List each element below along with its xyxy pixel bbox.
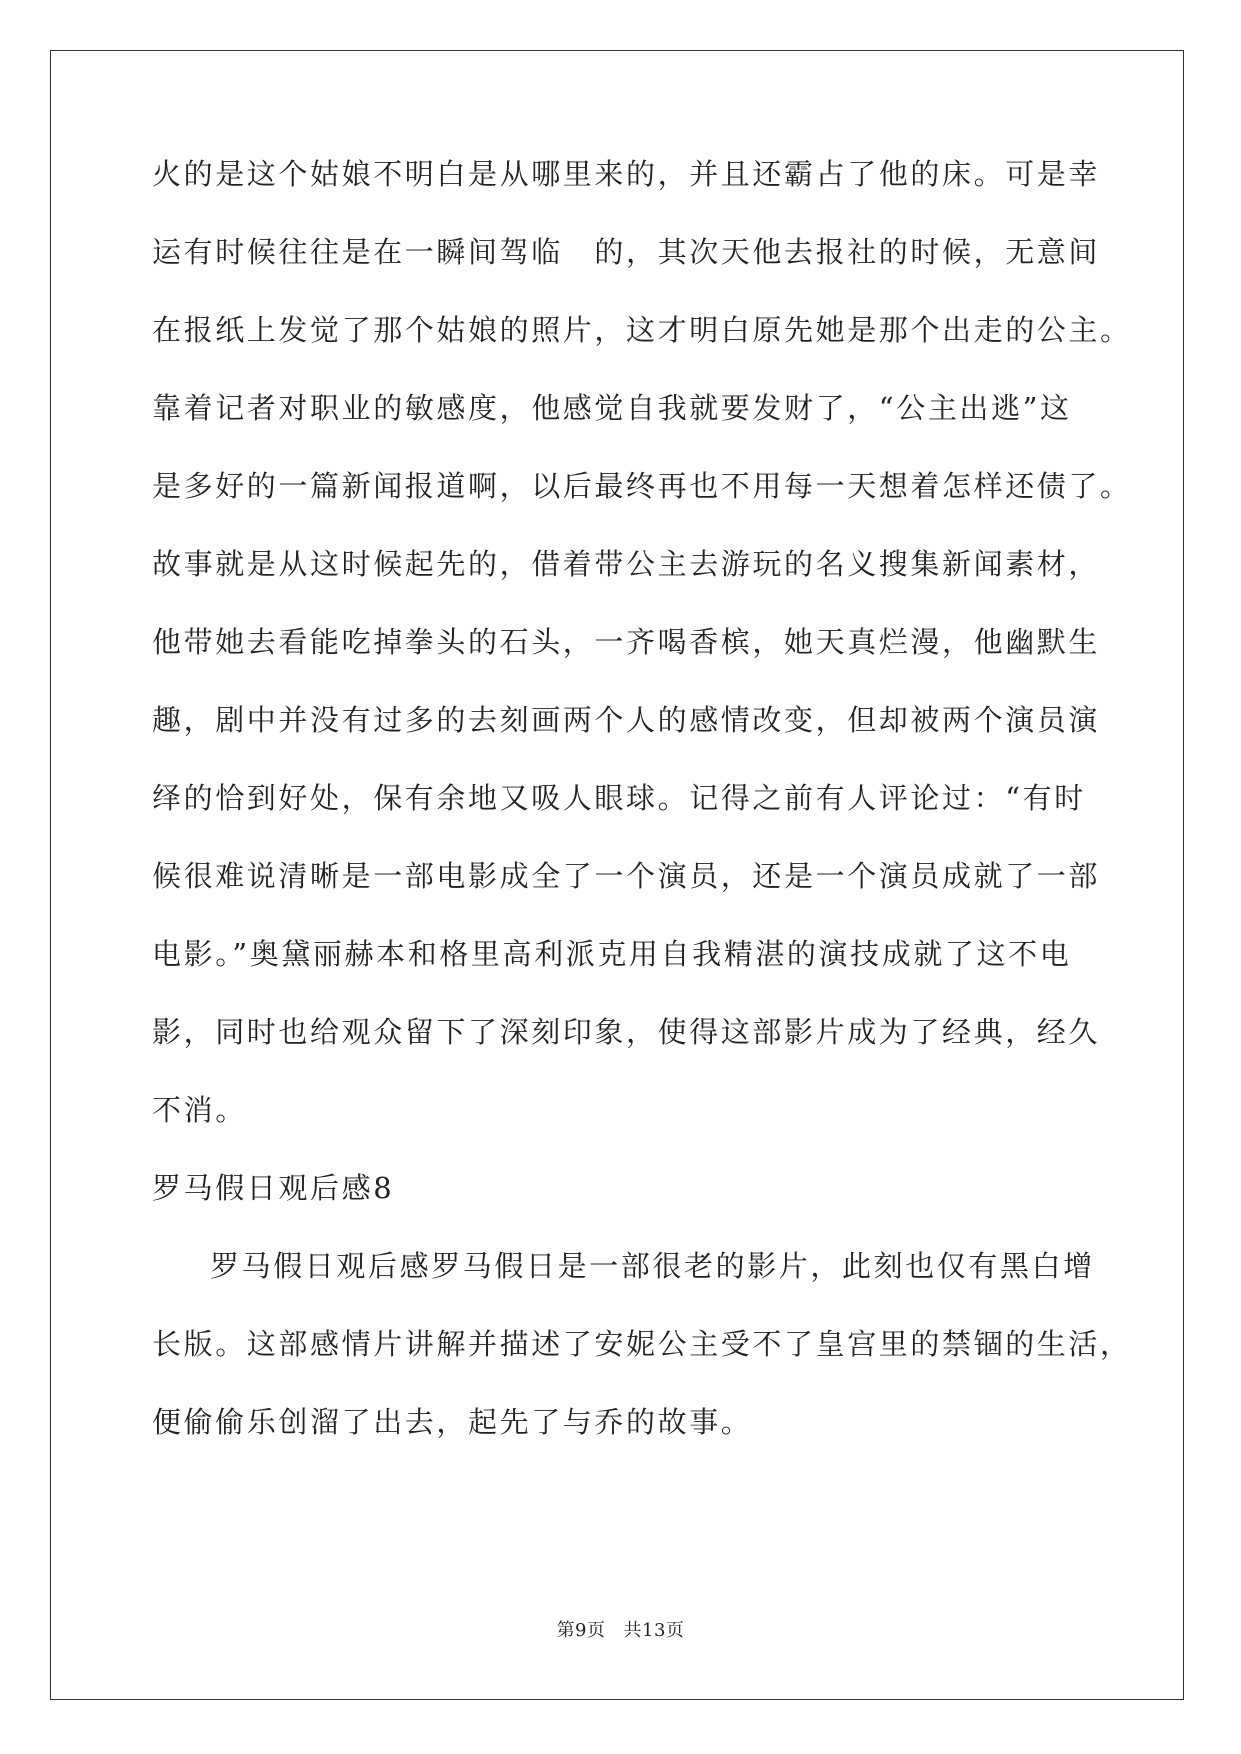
- text-line: 不消。: [152, 1093, 247, 1127]
- text-line: 故事就是从这时候起先的，借着带公主去游玩的名义搜集新闻素材，: [152, 547, 1101, 581]
- page-total: 共13页: [623, 1620, 685, 1641]
- text-line: 影，同时也给观众留下了深刻印象，使得这部影片成为了经典，经久: [152, 1015, 1101, 1049]
- text-line: 他带她去看能吃掉拳头的石头，一齐喝香槟，她天真烂漫，他幽默生: [152, 625, 1101, 659]
- text-line: 便偷偷乐创溜了出去，起先了与乔的故事。: [152, 1405, 753, 1439]
- text-line: 罗马假日观后感罗马假日是一部很老的影片，此刻也仅有黑白增: [210, 1249, 1095, 1283]
- page-number: 第9页: [556, 1620, 606, 1641]
- text-line: 运有时候往往是在一瞬间驾临 的，其次天他去报社的时候，无意间: [152, 235, 1101, 269]
- text-line: 靠着记者对职业的敏感度，他感觉自我就要发财了，“公主出逃”这: [152, 391, 1072, 425]
- text-line: 是多好的一篇新闻报道啊，以后最终再也不用每一天想着怎样还债了。: [152, 469, 1132, 503]
- document-body: [152, 155, 1132, 1481]
- page-footer: [0, 1616, 1241, 1642]
- text-line: 长版。这部感情片讲解并描述了安妮公主受不了皇宫里的禁锢的生活，: [152, 1327, 1132, 1361]
- text-line: 在报纸上发觉了那个姑娘的照片，这才明白原先她是那个出走的公主。: [152, 313, 1132, 347]
- text-line: 趣，剧中并没有过多的去刻画两个人的感情改变，但却被两个演员演: [152, 703, 1101, 737]
- text-line: 火的是这个姑娘不明白是从哪里来的，并且还霸占了他的床。可是幸: [152, 157, 1101, 191]
- text-line: 电影。”奥黛丽赫本和格里高利派克用自我精湛的演技成就了这不电: [152, 937, 1072, 971]
- text-line: 绎的恰到好处，保有余地又吸人眼球。记得之前有人评论过：“有时: [152, 781, 1086, 815]
- text-line: 候很难说清晰是一部电影成全了一个演员，还是一个演员成就了一部: [152, 859, 1101, 893]
- section-heading: 罗马假日观后感8: [152, 1171, 395, 1205]
